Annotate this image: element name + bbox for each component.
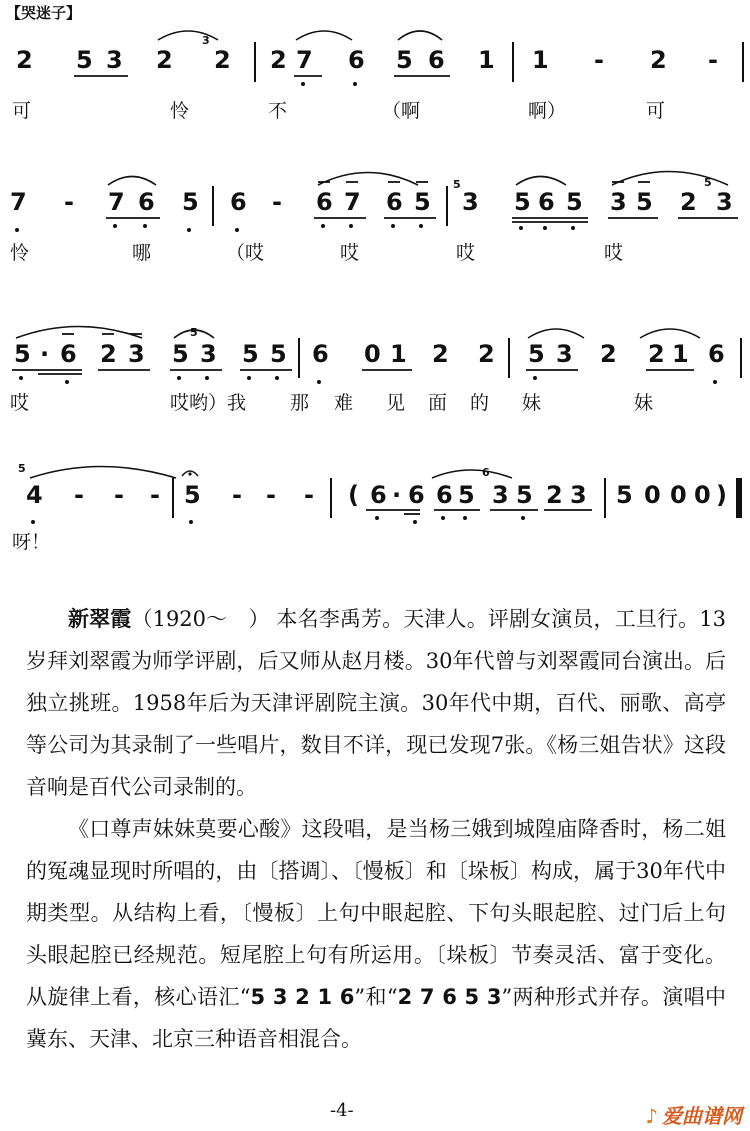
lyric: 面 (428, 392, 448, 414)
bar-line (508, 338, 510, 378)
lyric: 哪 (132, 242, 152, 264)
note: - (594, 46, 604, 74)
final-bar-line (736, 478, 742, 518)
lyrics-row-1 (0, 100, 750, 128)
note: 5 (76, 46, 93, 74)
lyrics-row-4 (0, 531, 750, 559)
notes-row-3 (0, 342, 750, 382)
lyric: 妹 (522, 392, 542, 414)
lyric: 妹 (634, 392, 654, 414)
lyric: 怜 (170, 100, 190, 122)
lyric: 可 (12, 100, 32, 122)
note: 6 (538, 188, 555, 216)
lyric: （哎 (226, 242, 265, 264)
note: 3 (106, 46, 123, 74)
lyric: 哎 (340, 242, 360, 264)
note: - (114, 481, 124, 509)
lyrics-row-2 (0, 242, 750, 270)
biography-paragraph (26, 598, 726, 808)
note: ( (348, 481, 359, 509)
note: 2 (680, 188, 697, 216)
note: ) (716, 481, 727, 509)
note: 7 (344, 188, 361, 216)
note: 2 (16, 46, 33, 74)
lyric: 怜 (10, 242, 30, 264)
bar-line (330, 478, 332, 518)
notes-row-4 (0, 483, 750, 523)
note: 6 (370, 481, 387, 509)
motif-1: 5 3 2 1 6 (250, 985, 355, 1009)
note: 2 (546, 481, 563, 509)
note: 1 (532, 46, 549, 74)
lyric: 哎 (10, 392, 30, 414)
analysis-ending: ”两种形式并存。演唱中冀东、天津、北京三种语音相混合。 (26, 985, 726, 1051)
note: 5 (636, 188, 653, 216)
note: - (150, 481, 160, 509)
grace-note: 3 (202, 34, 210, 47)
score-row-4 (0, 483, 750, 603)
bar-line (604, 478, 606, 518)
note: 3 (570, 481, 587, 509)
performer-name: 新翠霞 (68, 607, 132, 631)
site-logo-text: 爱曲谱网 (662, 1104, 742, 1128)
note: - (708, 46, 718, 74)
music-note-icon: ♪ (645, 1104, 658, 1128)
bar-line (172, 478, 174, 518)
bar-line (212, 186, 214, 226)
note: 1 (478, 46, 495, 74)
lyric: 啊） (528, 100, 567, 122)
note: 7 (296, 46, 313, 74)
lyric: 可 (646, 100, 666, 122)
lyric: 难 (334, 392, 354, 414)
note: 3 (716, 188, 733, 216)
motif-2: 2 7 6 5 3 (397, 985, 502, 1009)
note: 6 (708, 340, 725, 368)
note: 6 (428, 46, 445, 74)
note: - (266, 481, 276, 509)
note: 6 (408, 481, 425, 509)
biography-text: 本名李禹芳。天津人。评剧女演员，工旦行。13岁拜刘翠霞为师学评剧，后又师从赵月楼。30年代曾与刘翠霞同台演出。后独立挑班。1958年后为天津评剧院主演。30年代中期，百代、丽歌、高亭等公司为其录制了一些唱片，数目不详，现已发现7张。《杨三姐告状》这段音响是百代公司录制的。 (26, 607, 726, 799)
note: 5 (514, 188, 531, 216)
grace-note: 5 (18, 462, 26, 475)
note: 5 (528, 340, 545, 368)
grace-note: 6 (482, 466, 490, 479)
lyrics-row-3 (0, 392, 750, 420)
note: 0 (670, 481, 687, 509)
note: 0 (644, 481, 661, 509)
note: 3 (200, 340, 217, 368)
note: 3 (492, 481, 509, 509)
note: 5 (396, 46, 413, 74)
biography-section (26, 598, 726, 1060)
tune-tag: 【哭迷子】 (6, 4, 82, 22)
grace-note: 5 (190, 326, 198, 339)
note: 0 (364, 340, 381, 368)
note: - (304, 481, 314, 509)
note: 5 (172, 340, 189, 368)
score-row-3 (0, 342, 750, 462)
analysis-connector: ”和“ (354, 985, 398, 1009)
note: 3 (610, 188, 627, 216)
note: 5 (182, 188, 199, 216)
note: - (272, 188, 282, 216)
note: 2 (478, 340, 495, 368)
note: 5 (242, 340, 259, 368)
note: 2 (156, 46, 173, 74)
note: 2 (432, 340, 449, 368)
lyric: 不 (268, 100, 288, 122)
note: 5 (414, 188, 431, 216)
note: 3 (556, 340, 573, 368)
lyric: 见 (386, 392, 406, 414)
note: 2 (100, 340, 117, 368)
note: 6 (348, 46, 365, 74)
note: 6 (316, 188, 333, 216)
note: 2 (648, 340, 665, 368)
lyric: 那 (290, 392, 310, 414)
note: 5 (184, 481, 201, 509)
lyric: 的 (470, 392, 490, 414)
bar-line (740, 338, 742, 378)
note: · (40, 340, 50, 368)
analysis-text: 《口尊声妹妹莫要心酸》这段唱，是当杨三娥到城隍庙降香时，杨二姐的冤魂显现时所唱的，由〔搭调〕、〔慢板〕和〔垛板〕构成，属于30年代中期类型。从结构上看，〔慢板〕上句中眼起腔、下句头眼起腔、过门后上句头眼起腔已经规范。短尾腔上句有所运用。〔垛板〕节奏灵活、富于变化。从旋律上看，核心语汇“ (26, 817, 726, 1009)
note: - (64, 188, 74, 216)
lyric: 哎哟）我 (170, 392, 247, 414)
note: 3 (462, 188, 479, 216)
notes-row-1 (0, 48, 750, 88)
note: 2 (600, 340, 617, 368)
grace-note: 5 (704, 176, 712, 189)
note: 7 (10, 188, 27, 216)
note: 5 (270, 340, 287, 368)
note: 5 (458, 481, 475, 509)
lyric: （啊 (382, 100, 421, 122)
note: 2 (650, 46, 667, 74)
note: - (232, 481, 242, 509)
lyric: 哎 (604, 242, 624, 264)
note: 6 (436, 481, 453, 509)
bar-line (512, 42, 514, 82)
note: 1 (672, 340, 689, 368)
note: 4 (26, 481, 43, 509)
note: 6 (230, 188, 247, 216)
note: 2 (214, 46, 231, 74)
note: 2 (270, 46, 287, 74)
note: 3 (128, 340, 145, 368)
analysis-paragraph (26, 808, 726, 1060)
notes-row-2 (0, 190, 750, 230)
note: 1 (390, 340, 407, 368)
grace-note: 5 (453, 178, 461, 191)
bar-line (742, 42, 744, 82)
note: 5 (616, 481, 633, 509)
note: 6 (138, 188, 155, 216)
performer-years: （1920～ ） (131, 607, 270, 631)
note: 7 (108, 188, 125, 216)
page-number: -4- (330, 1100, 354, 1121)
bar-line (446, 186, 448, 226)
note: · (392, 481, 402, 509)
note: 0 (694, 481, 711, 509)
lyric: 哎 (456, 242, 476, 264)
bar-line (254, 42, 256, 82)
note: 6 (386, 188, 403, 216)
note: 5 (516, 481, 533, 509)
note: 6 (60, 340, 77, 368)
bar-line (298, 338, 300, 378)
score-row-1 (0, 48, 750, 168)
note: 6 (312, 340, 329, 368)
site-logo (645, 1100, 742, 1129)
score-row-2 (0, 190, 750, 310)
note: 5 (14, 340, 31, 368)
lyric: 呀！ (12, 531, 51, 553)
note: 5 (566, 188, 583, 216)
note: - (74, 481, 84, 509)
